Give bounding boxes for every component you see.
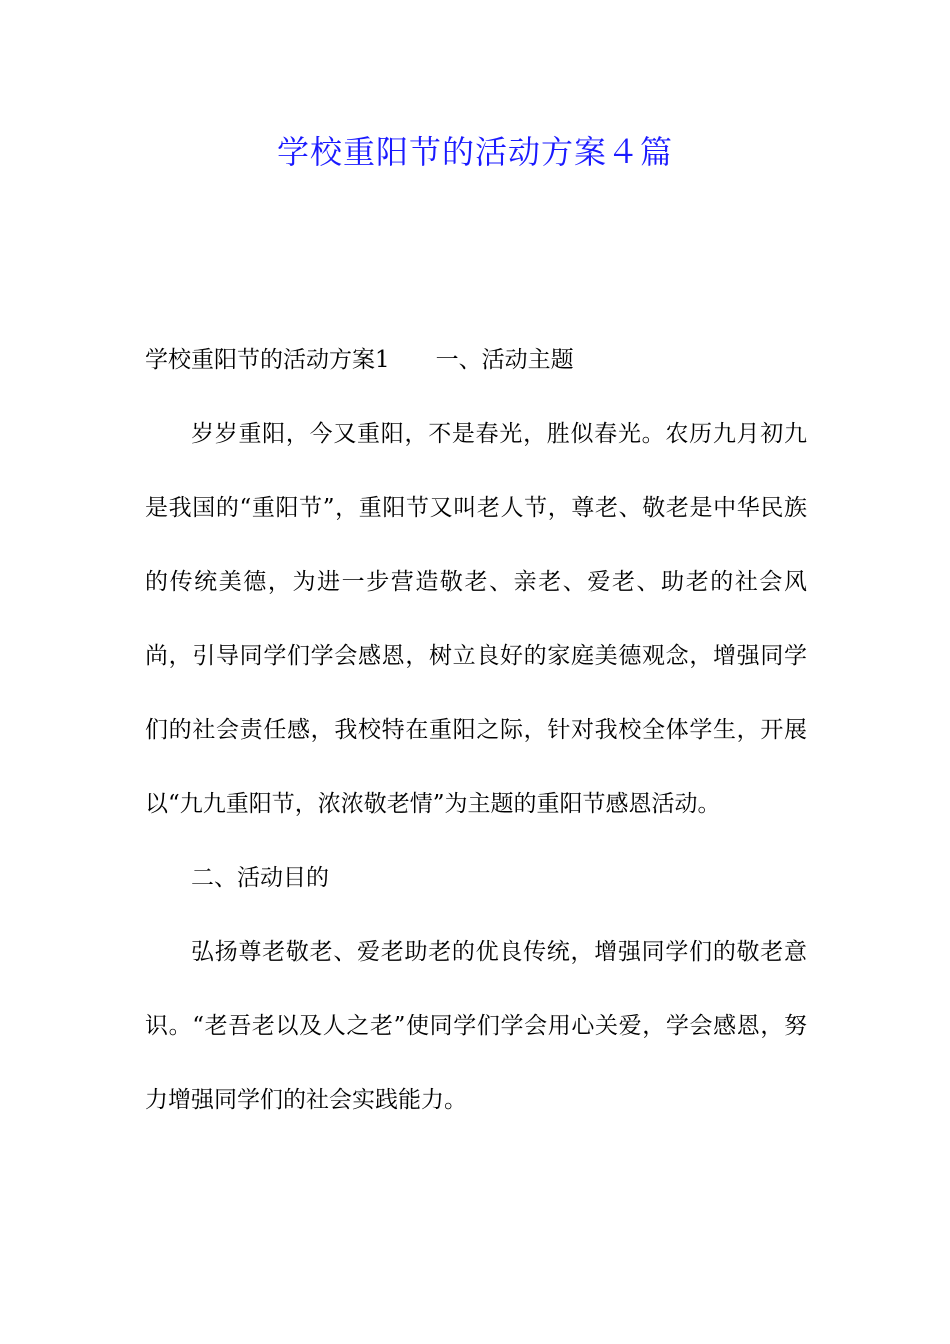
first-line [145,323,807,397]
section-heading-purpose: 二、活动目的 [191,865,329,891]
plan-heading: 学校重阳节的活动方案1 [145,347,390,373]
paragraph-purpose: 弘扬尊老敬老、爱老助老的优良传统，增强同学们的敬老意识。“老吾老以及人之老”使同学们学会用心关爱，学会感恩，努力增强同学们的社会实践能力。 [145,939,807,1113]
document-title: 学校重阳节的活动方案４篇 [276,133,673,171]
paragraph-theme: 岁岁重阳，今又重阳，不是春光，胜似春光。农历九月初九是我国的“重阳节”，重阳节又叫老人节，尊老、敬老是中华民族的传统美德，为进一步营造敬老、亲老、爱老、助老的社会风尚，引导同学们学会感恩，树立良好的家庭美德观念，增强同学们的社会责任感，我校特在重阳之际，针对我校全体学生，开展以“九九重阳节，浓浓敬老情”为主题的重阳节感恩活动。 [145,421,807,817]
section-heading-theme: 一、活动主题 [435,347,574,373]
document-body [145,397,807,1137]
